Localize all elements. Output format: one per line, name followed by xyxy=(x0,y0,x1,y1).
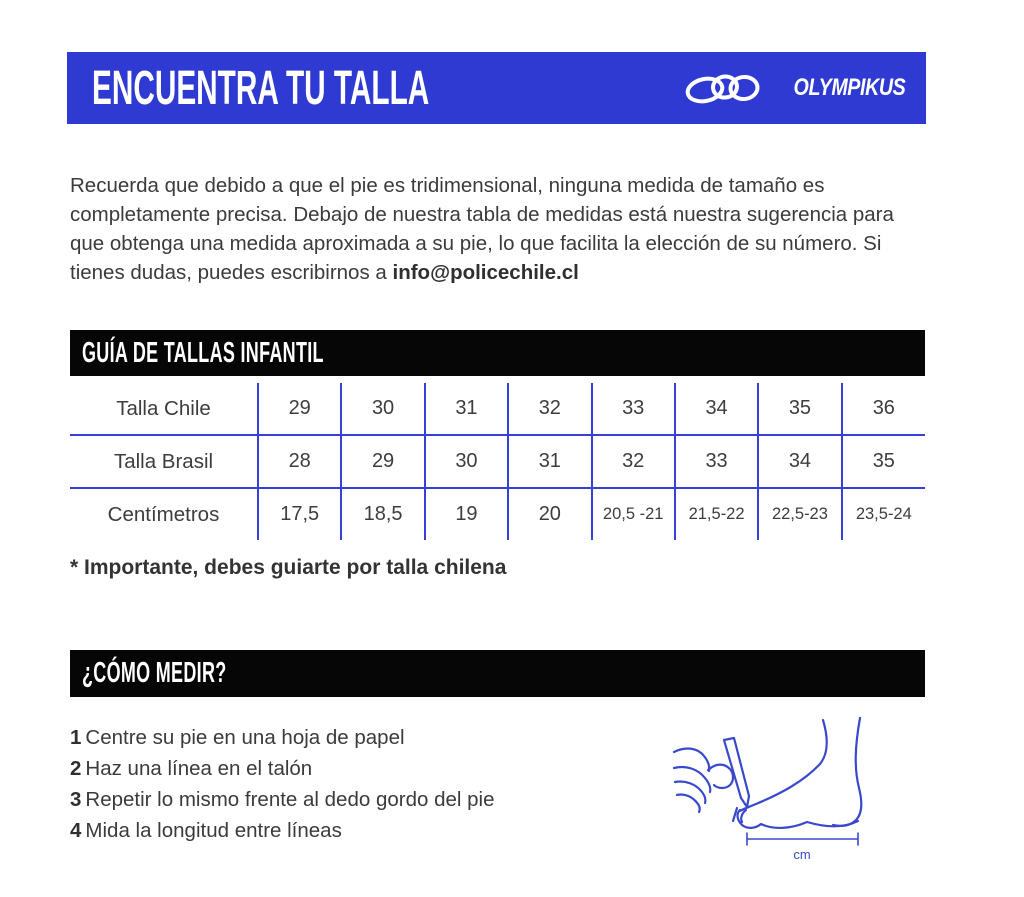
size-cell: 30 xyxy=(425,435,508,488)
foot-measurement-illustration xyxy=(672,708,952,866)
step-number: 4 xyxy=(70,819,82,842)
important-note: * Importante, debes guiarte por talla chilena xyxy=(70,556,507,579)
step-number: 1 xyxy=(70,726,82,749)
measure-steps-list xyxy=(70,722,495,846)
brand-logo xyxy=(685,68,905,108)
size-cell: 35 xyxy=(842,435,925,488)
size-cell: 18,5 xyxy=(341,488,424,540)
how-to-measure-section-header xyxy=(70,650,925,697)
list-item xyxy=(70,753,495,784)
size-cell: 31 xyxy=(508,435,591,488)
list-item xyxy=(70,722,495,753)
brand-name: OLYMPIKUS xyxy=(793,74,905,101)
list-item xyxy=(70,784,495,815)
step-number: 3 xyxy=(70,788,82,811)
size-cell: 29 xyxy=(341,435,424,488)
step-text: Mida la longitud entre líneas xyxy=(85,819,342,842)
list-item xyxy=(70,815,495,846)
intro-text: Recuerda que debido a que el pie es tridimensional, ninguna medida de tamaño es completamente precisa. Debajo de nuestra tabla de medidas está nuestra sugerencia para que obtenga una medida aproximada a su pie, lo que facilita la elección de su número. Si tienes dudas, puedes escribirnos a xyxy=(70,173,894,284)
contact-email: info@policechile.cl xyxy=(392,260,579,284)
size-cell: 33 xyxy=(675,435,758,488)
step-number: 2 xyxy=(70,757,82,780)
row-label: Talla Brasil xyxy=(70,435,258,488)
table-row xyxy=(70,383,925,435)
table-row xyxy=(70,488,925,540)
size-cell: 22,5-23 xyxy=(758,488,841,540)
size-cell: 34 xyxy=(758,435,841,488)
intro-paragraph xyxy=(70,171,928,287)
size-cell: 36 xyxy=(842,383,925,435)
page-header xyxy=(67,52,926,124)
size-cell: 32 xyxy=(508,383,591,435)
page-title: ENCUENTRA TU TALLA xyxy=(92,61,430,115)
size-cell: 30 xyxy=(341,383,424,435)
size-cell: 34 xyxy=(675,383,758,435)
table-row xyxy=(70,435,925,488)
step-text: Repetir lo mismo frente al dedo gordo del pie xyxy=(85,788,495,811)
step-text: Centre su pie en una hoja de papel xyxy=(85,726,405,749)
size-cell: 23,5-24 xyxy=(842,488,925,540)
how-to-measure-title: ¿CÓMO MEDIR? xyxy=(82,657,227,689)
size-cell: 20,5 -21 xyxy=(592,488,675,540)
size-cell: 29 xyxy=(258,383,341,435)
size-cell: 32 xyxy=(592,435,675,488)
step-text: Haz una línea en el talón xyxy=(85,757,313,780)
size-cell: 17,5 xyxy=(258,488,341,540)
size-guide-section-header xyxy=(70,330,925,376)
size-cell: 19 xyxy=(425,488,508,540)
size-guide-title: GUÍA DE TALLAS INFANTIL xyxy=(82,336,324,369)
size-table xyxy=(70,383,925,540)
size-cell: 20 xyxy=(508,488,591,540)
size-cell: 28 xyxy=(258,435,341,488)
size-cell: 31 xyxy=(425,383,508,435)
size-cell: 35 xyxy=(758,383,841,435)
size-cell: 33 xyxy=(592,383,675,435)
cm-label: cm xyxy=(793,847,811,862)
olympikus-rings-icon xyxy=(685,68,761,108)
row-label: Talla Chile xyxy=(70,383,258,435)
row-label: Centímetros xyxy=(70,488,258,540)
size-cell: 21,5-22 xyxy=(675,488,758,540)
